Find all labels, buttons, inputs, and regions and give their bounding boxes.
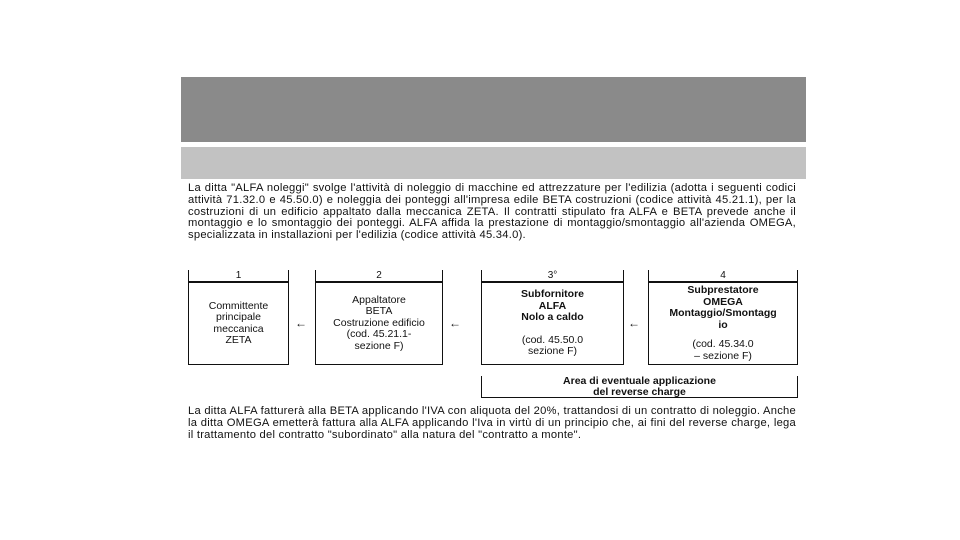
column-number-2: 2: [315, 270, 443, 282]
box-3-line: ALFA: [538, 299, 567, 312]
box-4-line: OMEGA: [703, 295, 743, 308]
title-banner: [181, 77, 806, 142]
box-3-code-line: sezione F): [527, 345, 578, 358]
box-4-code-line: (cod. 45.34.0: [692, 338, 754, 350]
box-4-code-line: – sezione F): [694, 349, 752, 362]
box-committente-zeta: [188, 282, 289, 365]
column-number-4: 4: [648, 270, 798, 282]
subtitle-banner: [181, 147, 806, 179]
arrow-left-icon: ←: [628, 316, 640, 330]
reverse-charge-line: del reverse charge: [593, 385, 686, 398]
box-2-line: Appaltatore: [352, 293, 406, 306]
box-subprestatore-omega: [648, 282, 798, 365]
box-4-line: io: [718, 318, 728, 331]
reverse-charge-area: [481, 376, 798, 398]
box-4-line: Subprestatore: [687, 284, 759, 296]
box-1-line: ZETA: [225, 334, 252, 346]
box-3-line: Subfornitore: [521, 288, 584, 301]
box-2-line: BETA: [365, 305, 393, 318]
intro-paragraph: La ditta "ALFA noleggi" svolge l'attività di noleggio di macchine ed attrezzature per l'edilizia (adotta i seguenti codici attività 71.32.0 e 45.50.0) e noleggia dei ponteggi all'impresa edile BETA costruzioni (codice attività 45.21.1), per la costruzioni di un edificio appaltato dalla meccanica ZETA. Il contratti stipulato fra ALFA e BETA prevede anche il montaggio e lo smontaggio dei ponteggi. ALFA affida la prestazione di montaggio/smontaggio all'azienda OMEGA, specializzata in installazioni per l'edilizia (codice attività 45.34.0).: [188, 182, 796, 242]
box-2-line: (cod. 45.21.1-: [346, 328, 412, 341]
box-3-code-line: (cod. 45.50.0: [521, 333, 584, 346]
arrow-left-icon: ←: [295, 316, 307, 330]
reverse-charge-line: Area di eventuale applicazione: [563, 375, 716, 387]
box-appaltatore-beta: [315, 282, 443, 365]
box-subfornitore-alfa: [481, 282, 624, 365]
box-4-line: Montaggio/Smontagg: [669, 307, 777, 319]
box-1-line: principale: [216, 311, 261, 323]
column-number-3: 3°: [481, 270, 624, 282]
box-1-line: meccanica: [213, 322, 264, 335]
column-number-1: 1: [188, 270, 289, 282]
box-1-line: Committente: [208, 299, 269, 312]
box-2-line: sezione F): [354, 339, 404, 352]
conclusion-paragraph: La ditta ALFA fatturerà alla BETA applicando l'IVA con aliquota del 20%, trattandosi di un contratto di noleggio. Anche la ditta OMEGA emetterà fattura alla ALFA applicando l'Iva in virtù di un principio che, ai fini del reverse charge, lega il trattamento del contratto "subordinato" alla natura del "contratto a monte".: [188, 405, 796, 441]
arrow-left-icon: ←: [449, 316, 461, 330]
box-2-line: Costruzione edificio: [333, 316, 425, 329]
box-3-line: Nolo a caldo: [521, 311, 584, 324]
